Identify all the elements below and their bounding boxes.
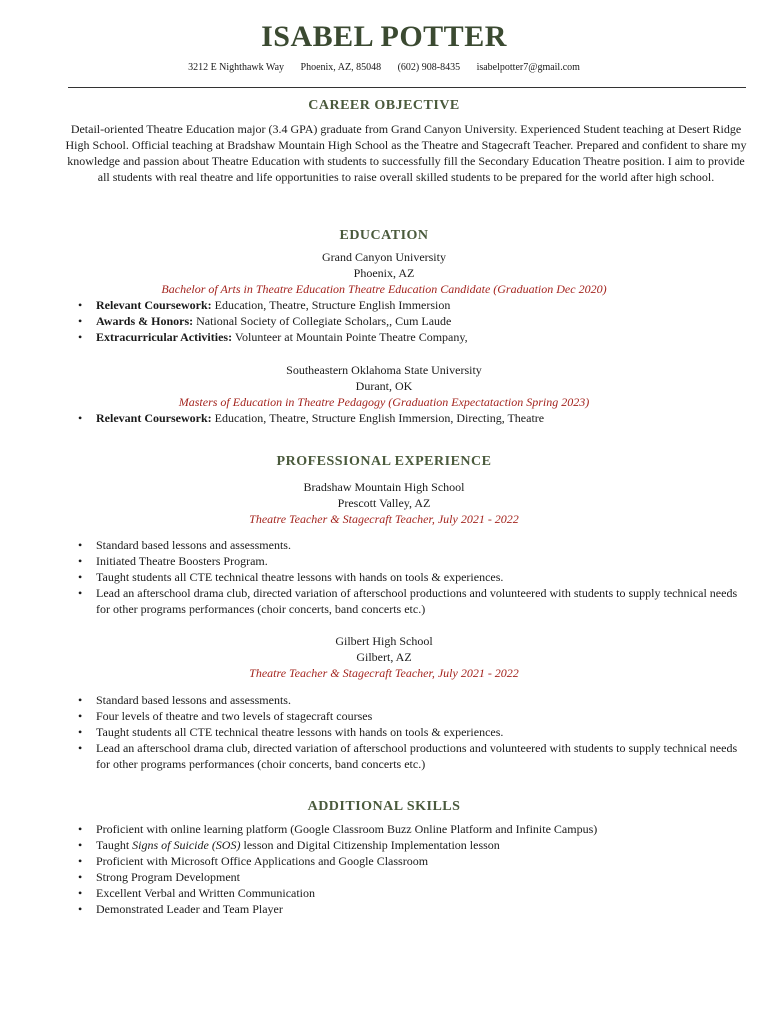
list-item: • Proficient with Microsoft Office Applications and Google Classroom	[76, 853, 746, 869]
experience-heading: PROFESSIONAL EXPERIENCE	[276, 454, 492, 469]
list-item: • Extracurricular Activities: Volunteer at Mountain Pointe Theatre Company,	[76, 329, 746, 345]
job-title: Theatre Teacher & Stagecraft Teacher, July 2021 - 2022	[249, 666, 519, 680]
list-item: • Lead an afterschool drama club, directed variation of afterschool productions and volunteered with students to supply technical needs for other programs performances (choir concerts, band concerts etc.)	[76, 585, 746, 617]
contact-line	[0, 62, 768, 73]
list-item: • Proficient with online learning platform (Google Classroom Buzz Online Platform and Infinite Campus)	[76, 821, 746, 837]
school-name: Southeastern Oklahoma State University	[286, 363, 482, 377]
list-item: • Demonstrated Leader and Team Player	[76, 901, 746, 917]
list-item: • Excellent Verbal and Written Communication	[76, 885, 746, 901]
job-location: Prescott Valley, AZ	[337, 496, 431, 510]
candidate-name: ISABEL POTTER	[261, 20, 507, 53]
school-degree: Masters of Education in Theatre Pedagogy (Graduation Expectataction Spring 2023)	[178, 395, 590, 409]
contact-city: Phoenix, AZ, 85048	[300, 62, 382, 73]
job-school: Gilbert High School	[335, 634, 433, 648]
skills-list	[76, 821, 746, 917]
education-heading: EDUCATION	[339, 228, 429, 243]
job-title: Theatre Teacher & Stagecraft Teacher, July 2021 - 2022	[249, 512, 519, 526]
school-location: Phoenix, AZ	[353, 266, 415, 280]
contact-phone: (602) 908-8435	[397, 62, 461, 73]
education-list	[76, 410, 746, 426]
list-item: • Initiated Theatre Boosters Program.	[76, 553, 746, 569]
list-item: • Standard based lessons and assessments.	[76, 537, 746, 553]
contact-address: 3212 E Nighthawk Way	[188, 62, 285, 73]
list-item: • Strong Program Development	[76, 869, 746, 885]
objective-text: Detail-oriented Theatre Education major (3.4 GPA) graduate from Grand Canyon University. Experienced Student teaching at Desert Ridge High School. Official teaching at Bradshaw Mountain High School as the Theatre and Stagecraft Teacher. Prepared and confident to share my knowledge and passion about Theatre Education with students to successfully fill the Secondary Education Theatre position. I aim to provide all students with real theatre and life opportunities to raise overall skilled students to be prepared for the world after high school.	[65, 122, 747, 184]
list-item: • Standard based lessons and assessments.	[76, 692, 746, 708]
skills-heading: ADDITIONAL SKILLS	[307, 799, 461, 814]
school-degree: Bachelor of Arts in Theatre Education Theatre Education Candidate (Graduation Dec 2020)	[161, 282, 607, 296]
job-location: Gilbert, AZ	[356, 650, 412, 664]
contact-email[interactable]: isabelpotter7@gmail.com	[476, 62, 580, 73]
list-item: • Taught students all CTE technical theatre lessons with hands on tools & experiences.	[76, 724, 746, 740]
list-item: • Relevant Coursework: Education, Theatre, Structure English Immersion	[76, 297, 746, 313]
school-name: Grand Canyon University	[322, 250, 446, 264]
list-item: • Awards & Honors: National Society of Collegiate Scholars,, Cum Laude	[76, 313, 746, 329]
list-item: • Four levels of theatre and two levels of stagecraft courses	[76, 708, 746, 724]
list-item: • Taught students all CTE technical theatre lessons with hands on tools & experiences.	[76, 569, 746, 585]
experience-list	[76, 537, 746, 617]
list-item: • Lead an afterschool drama club, directed variation of afterschool productions and volunteered with students to supply technical needs for other programs performances (choir concerts, band concerts etc.)	[76, 740, 746, 772]
header-divider	[68, 87, 746, 88]
objective-heading: CAREER OBJECTIVE	[308, 98, 460, 113]
list-item: • Relevant Coursework: Education, Theatre, Structure English Immersion, Directing, Theatre	[76, 410, 746, 426]
education-list	[76, 297, 746, 345]
experience-list	[76, 692, 746, 772]
school-location: Durant, OK	[355, 379, 413, 393]
job-school: Bradshaw Mountain High School	[303, 480, 465, 494]
list-item: • Taught Signs of Suicide (SOS) lesson and Digital Citizenship Implementation lesson	[76, 837, 746, 853]
